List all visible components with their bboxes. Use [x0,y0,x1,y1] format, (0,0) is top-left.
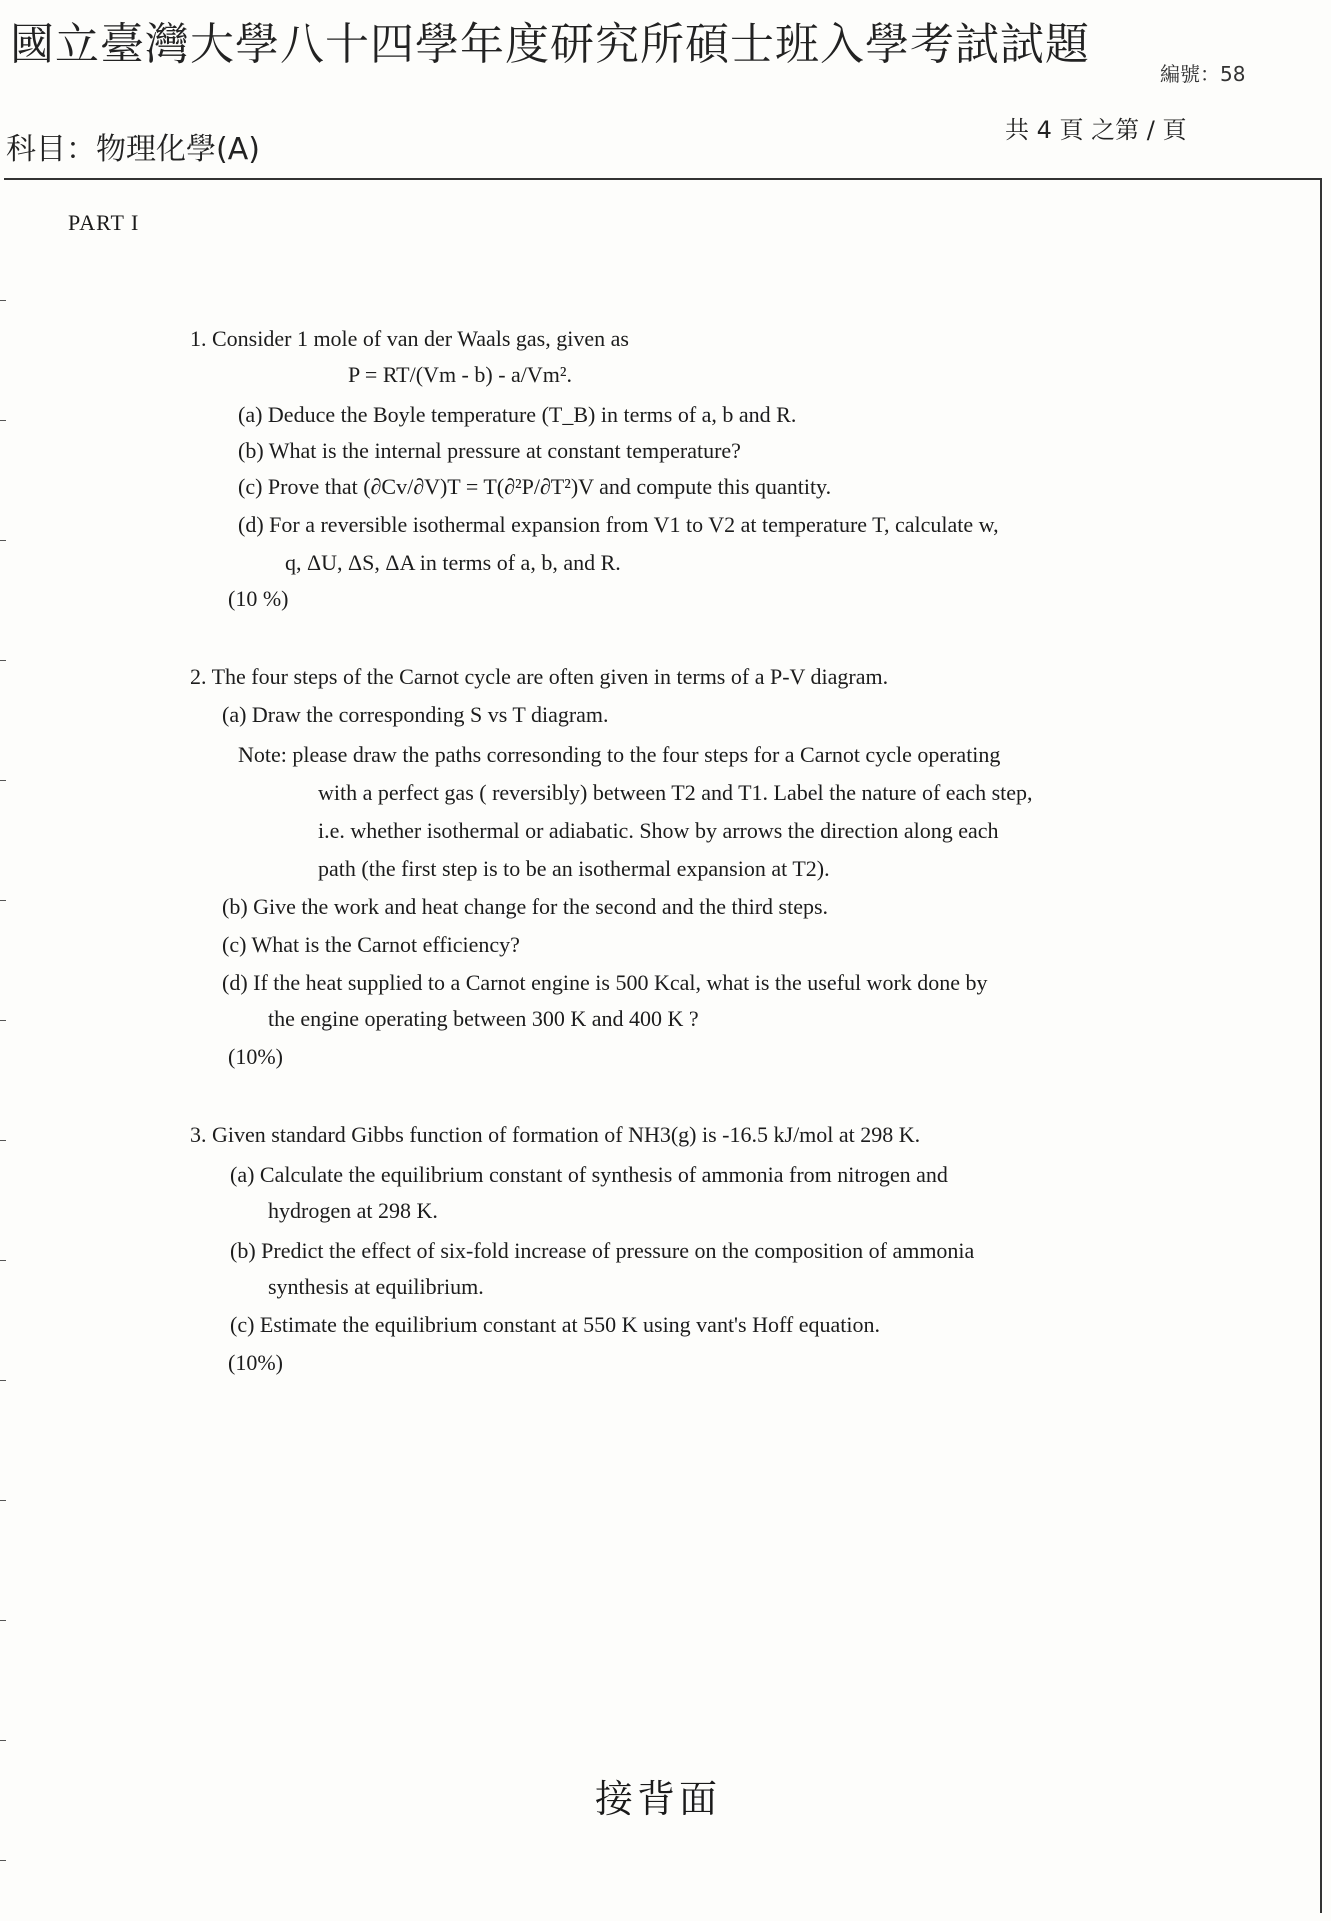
question-2-item-d-cont: the engine operating between 300 K and 400 K ? [268,1006,699,1031]
question-2-intro: 2. The four steps of the Carnot cycle are often given in terms of a P-V diagram. [190,664,889,689]
question-2-score: (10%) [228,1044,283,1069]
question-3-item-a: (a) Calculate the equilibrium constant of synthesis of ammonia from nitrogen and [230,1162,948,1187]
exam-code: 編號：58 [1160,62,1246,86]
question-3-intro: 3. Given standard Gibbs function of formation of NH3(g) is -16.5 kJ/mol at 298 K. [190,1122,921,1147]
question-3-item-b-cont: synthesis at equilibrium. [268,1274,484,1299]
subject-label: 科目：物理化學(A) [6,132,260,167]
question-2-note: Note: please draw the paths corresonding to the four steps for a Carnot cycle operating [238,742,1001,767]
exam-title: 國立臺灣大學八十四學年度研究所碩士班入學考試試題 [10,19,1090,70]
question-1-item-b: (b) What is the internal pressure at constant temperature? [238,438,741,463]
question-2-item-c: (c) What is the Carnot efficiency? [222,932,520,957]
question-1-equation: P = RT/(Vm - b) - a/Vm². [348,362,573,387]
page-count: 共 4 頁 之第 / 頁 [1005,116,1187,144]
turn-over-note: 接背面 [595,1777,722,1821]
question-1-item-d: (d) For a reversible isothermal expansion from V1 to V2 at temperature T, calculate w, [238,512,999,537]
part-label: PART I [68,210,140,235]
question-1-intro: 1. Consider 1 mole of van der Waals gas, given as [190,326,629,351]
question-2-item-b: (b) Give the work and heat change for the second and the third steps. [222,894,829,919]
question-1-score: (10 %) [228,586,289,611]
question-3-item-a-cont: hydrogen at 298 K. [268,1198,438,1223]
question-3-item-b: (b) Predict the effect of six-fold increase of pressure on the composition of ammonia [230,1238,975,1263]
question-1-item-a: (a) Deduce the Boyle temperature (T_B) in terms of a, b and R. [238,402,797,427]
question-3-item-c: (c) Estimate the equilibrium constant at 550 K using vant's Hoff equation. [230,1312,880,1337]
question-2-item-d: (d) If the heat supplied to a Carnot engine is 500 Kcal, what is the useful work done by [222,970,988,995]
question-1-item-d-cont: q, ΔU, ΔS, ΔA in terms of a, b, and R. [285,550,621,575]
question-1-item-c: (c) Prove that (∂Cv/∂V)T = T(∂²P/∂T²)V and compute this quantity. [238,474,832,499]
question-2-note-line4: path (the first step is to be an isothermal expansion at T2). [318,856,830,881]
question-2-note-line3: i.e. whether isothermal or adiabatic. Show by arrows the direction along each [318,818,999,843]
question-2-item-a: (a) Draw the corresponding S vs T diagram. [222,702,609,727]
question-2-note-line2: with a perfect gas ( reversibly) between T2 and T1. Label the nature of each step, [318,780,1033,805]
question-3-score: (10%) [228,1350,283,1375]
